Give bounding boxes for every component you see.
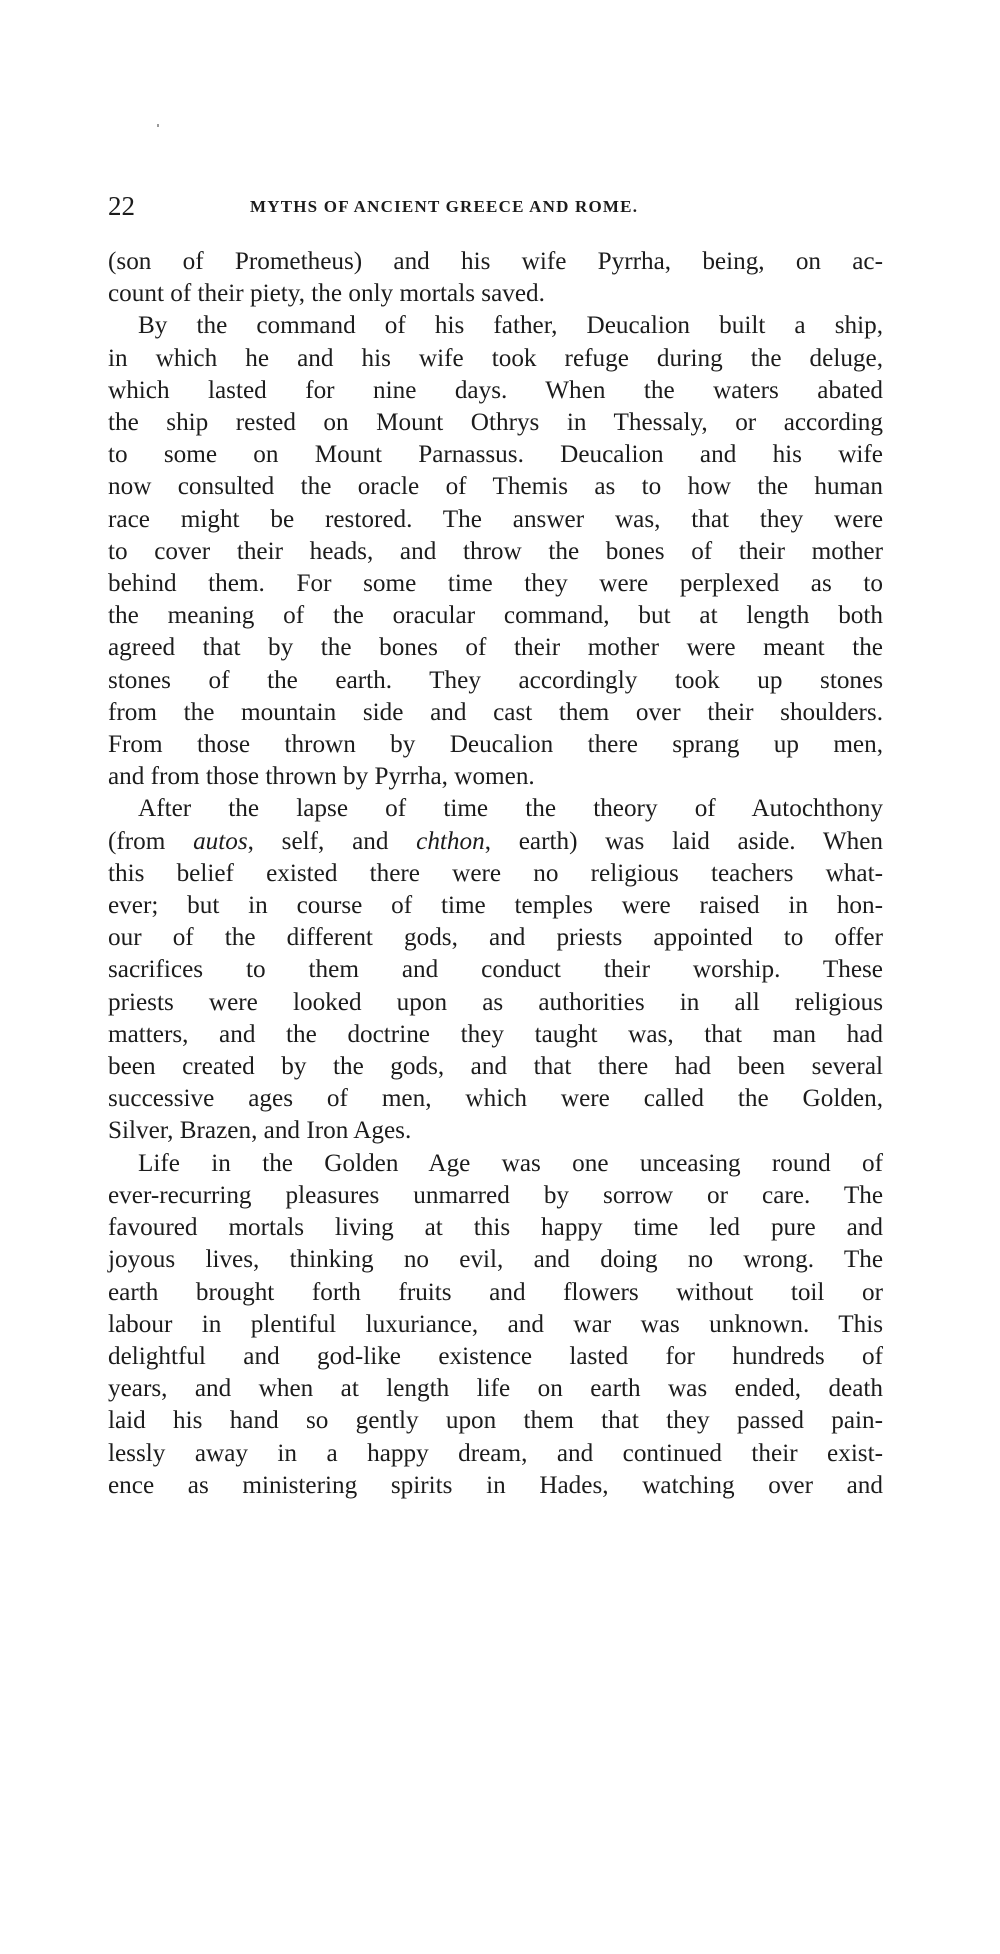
print-speck [157,124,159,127]
page-number: 22 [108,191,135,221]
text-line [108,826,883,858]
text-line: count of their piety, the only mortals saved. [108,280,545,308]
text-line: From those thrown by Deucalion there sprang up men, [108,731,883,759]
text-run: , earth) was laid aside. When [484,827,884,855]
text-line: labour in plentiful luxuriance, and war was unknown. This [108,1310,883,1338]
text-line: ence as ministering spirits in Hades, watching over and [108,1471,883,1499]
text-line: years, and when at length life on earth was ended, death [108,1375,883,1403]
text-line: this belief existed there were no religious teachers what- [108,859,883,887]
text-line: behind them. For some time they were perplexed as to [108,570,883,598]
body-text [108,246,883,1502]
text-line: favoured mortals living at this happy time led pure and [108,1214,883,1242]
text-line: the meaning of the oracular command, but at length both [108,602,883,630]
text-run: (from [108,827,194,855]
text-line: ever; but in course of time temples were raised in hon- [108,892,883,920]
text-line: to some on Mount Parnassus. Deucalion and his wife [108,441,883,469]
text-run: , self, and [247,827,417,855]
text-line: the ship rested on Mount Othrys in Thessaly, or according [108,409,883,437]
text-line: race might be restored. The answer was, that they were [108,505,883,533]
text-line: delightful and god-like existence lasted for hundreds of [108,1342,883,1370]
book-title: MYTHS OF ANCIENT GREECE AND ROME. [250,197,639,216]
text-line: now consulted the oracle of Themis as to how the human [108,473,883,501]
paragraph [108,246,883,310]
greek-word-chthon: chthon [416,827,485,855]
text-line: stones of the earth. They accordingly took up stones [108,666,883,694]
paragraph [108,1148,883,1502]
text-line: earth brought forth fruits and flowers without toil or [108,1278,883,1306]
text-line: lessly away in a happy dream, and continued their exist- [108,1439,883,1467]
text-line: joyous lives, thinking no evil, and doing no wrong. The [108,1246,883,1274]
paragraph [108,793,883,1147]
text-line: After the lapse of time the theory of Autochthony [138,795,883,823]
text-line: been created by the gods, and that there had been several [108,1053,883,1081]
text-line: By the command of his father, Deucalion built a ship, [138,312,883,340]
text-line: and from those thrown by Pyrrha, women. [108,763,535,791]
greek-word-autos: autos [193,827,248,855]
text-line: sacrifices to them and conduct their worship. These [108,956,883,984]
running-head [108,186,888,226]
paragraph [108,310,883,793]
text-line: priests were looked upon as authorities in all religious [108,988,883,1016]
text-line: agreed that by the bones of their mother were meant the [108,634,883,662]
text-line: to cover their heads, and throw the bones of their mother [108,537,883,565]
text-line: from the mountain side and cast them over their shoulders. [108,698,883,726]
text-line: Life in the Golden Age was one unceasing round of [138,1149,883,1177]
text-line: in which he and his wife took refuge during the deluge, [108,344,883,372]
text-line: matters, and the doctrine they taught was, that man had [108,1020,883,1048]
text-line: our of the different gods, and priests appointed to offer [108,924,883,952]
text-line: Silver, Brazen, and Iron Ages. [108,1117,412,1145]
text-line: laid his hand so gently upon them that they passed pain- [108,1407,883,1435]
text-line: ever-recurring pleasures unmarred by sorrow or care. The [108,1181,883,1209]
text-line: (son of Prometheus) and his wife Pyrrha, being, on ac- [108,248,883,275]
text-line: which lasted for nine days. When the waters abated [108,376,883,404]
text-line: successive ages of men, which were called the Golden, [108,1085,883,1113]
